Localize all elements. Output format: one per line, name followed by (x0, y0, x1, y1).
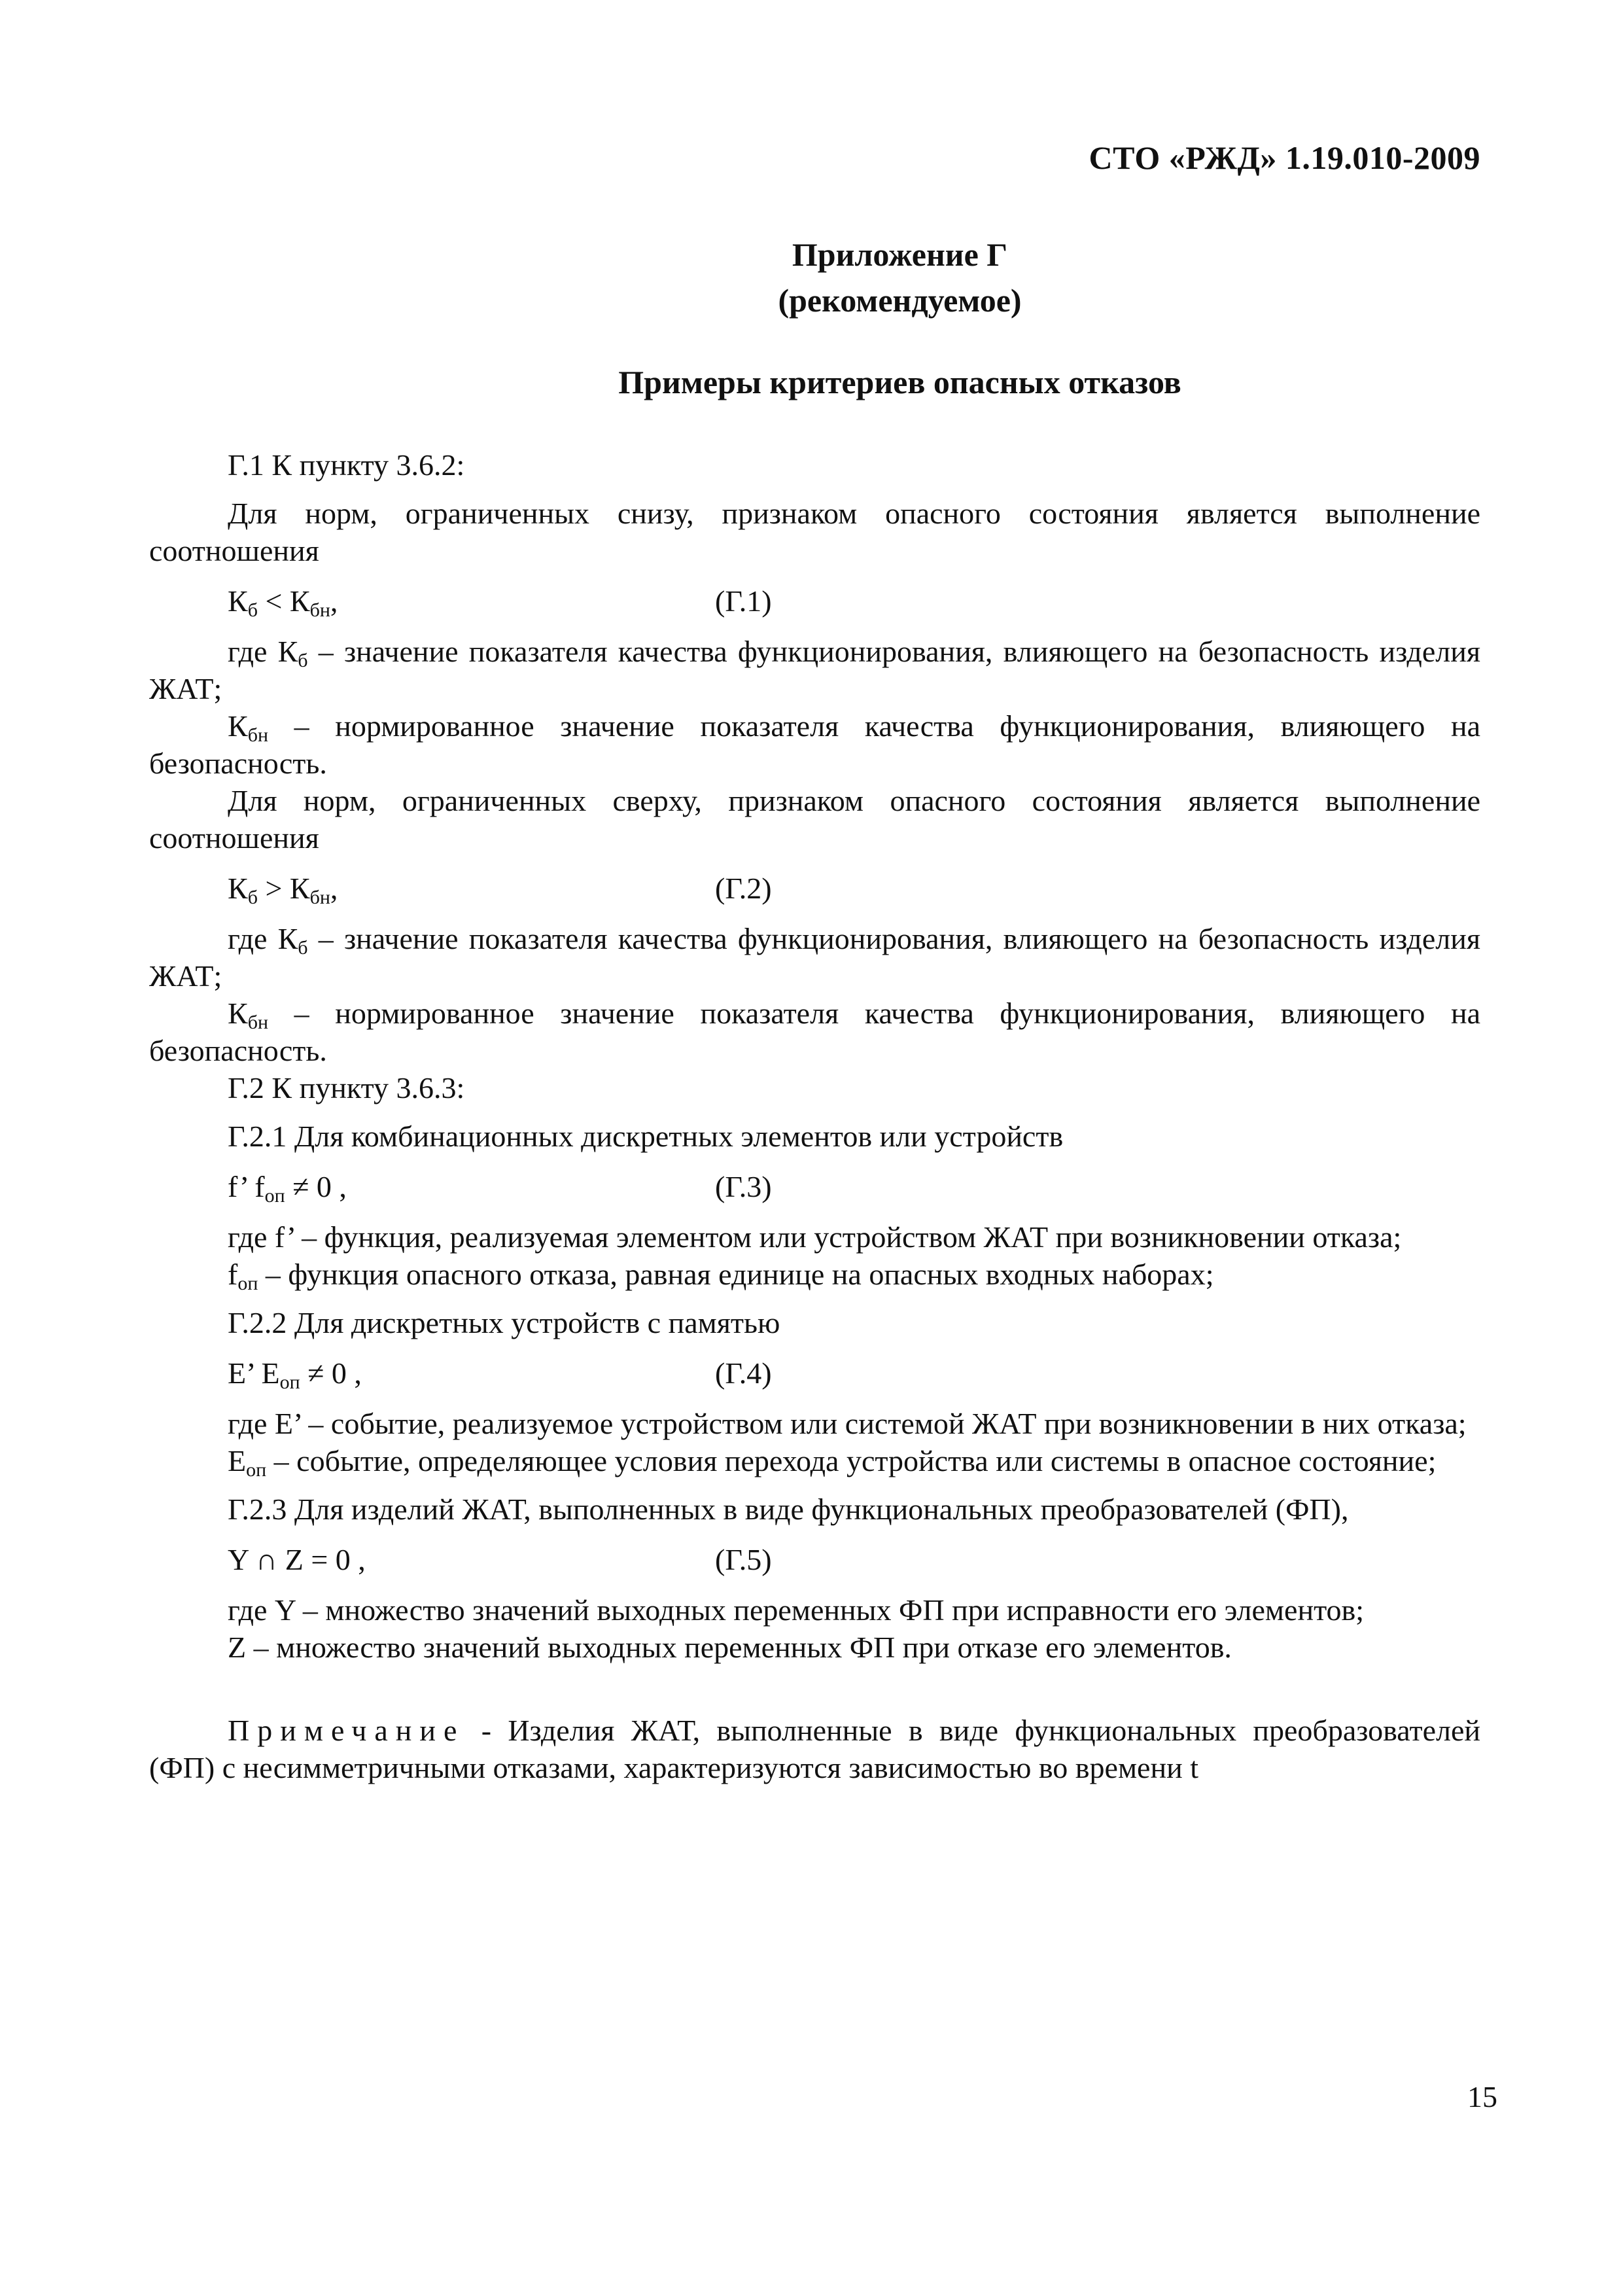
clause-g1-heading: Г.1 К пункту 3.6.2: (228, 448, 465, 482)
formula-g1 (149, 582, 1480, 620)
formula-g5-expression: Y ∩ Z = 0 , (228, 1543, 366, 1576)
paragraph-where-5b: Z – множество значений выходных переменных ФП при отказе его элементов. (228, 1631, 1232, 1664)
page-number: 15 (1467, 2080, 1497, 2113)
appendix-title: Приложение Г (792, 236, 1008, 273)
formula-g4 (149, 1354, 1480, 1392)
formula-g3-expression: f’ $f_{оп} \ne 0$ , (228, 1170, 347, 1207)
document-body (149, 446, 1480, 1786)
section-title: Примеры критериев опасных отказов (618, 364, 1181, 400)
formula-g1-number: (Г.1) (715, 584, 772, 618)
clause-g22: Г.2.2 Для дискретных устройств с памятью (228, 1306, 780, 1339)
formula-g4-number: (Г.4) (715, 1356, 772, 1390)
paragraph-where-2a: где $К_б$ – значение показателя качества функционирования, влияющего на безопасность изделия ЖАТ; (149, 922, 1480, 993)
note-text: - Изделия ЖАТ, выполненные в виде функциональных преобразователей (ФП) с несимметричными отказами, характеризуются зависимостью во времени t (149, 1714, 1480, 1784)
formula-g3 (149, 1168, 1480, 1205)
clause-g2-heading: Г.2 К пункту 3.6.3: (228, 1071, 465, 1104)
formula-g2 (149, 870, 1480, 907)
document-code: СТО «РЖД» 1.19.010-2009 (1089, 139, 1480, 176)
formula-g2-expression: $К_б > К_{бн}$, (228, 872, 338, 908)
paragraph-where-1b: $К_{бн}$ – нормированное значение показателя качества функционирования, влияющего на безопасность. (149, 709, 1480, 780)
paragraph-where-1a: где $К_б$ – значение показателя качества функционирования, влияющего на безопасность изделия ЖАТ; (149, 635, 1480, 705)
formula-g2-number: (Г.2) (715, 872, 772, 905)
paragraph-where-4b: $E_{оп}$ – событие, определяющее условия перехода устройства или системы в опасное состояние; (228, 1444, 1437, 1481)
clause-g23: Г.2.3 Для изделий ЖАТ, выполненных в виде функциональных преобразователей (ФП), (228, 1492, 1349, 1526)
formula-g5-number: (Г.5) (715, 1543, 772, 1576)
paragraph-where-3a: где f’ – функция, реализуемая элементом или устройством ЖАТ при возникновении отказа; (228, 1220, 1402, 1254)
paragraph-where-4a: где E’ – событие, реализуемое устройством или системой ЖАТ при возникновении в них отказа; (228, 1407, 1467, 1440)
formula-g5 (149, 1541, 1480, 1578)
paragraph-where-3b: $f_{оп}$ – функция опасного отказа, равная единице на опасных входных наборах; (228, 1258, 1214, 1294)
paragraph-where-2b: $К_{бн}$ – нормированное значение показателя качества функционирования, влияющего на безопасность. (149, 997, 1480, 1067)
formula-g4-expression: E’ $E_{оп} \ne 0$ , (228, 1356, 362, 1393)
paragraph-lower-bound-intro: Для норм, ограниченных снизу, признаком опасного состояния является выполнение соотношения (149, 497, 1480, 567)
note-label: Примечание (228, 1714, 465, 1747)
appendix-subtitle: (рекомендуемое) (778, 282, 1022, 319)
paragraph-where-5a: где Y – множество значений выходных переменных ФП при исправности его элементов; (228, 1593, 1365, 1627)
formula-g3-number: (Г.3) (715, 1170, 772, 1203)
clause-g21: Г.2.1 Для комбинационных дискретных элементов или устройств (228, 1120, 1064, 1153)
note-paragraph (149, 1712, 1480, 1786)
paragraph-upper-bound-intro: Для норм, ограниченных сверху, признаком опасного состояния является выполнение соотношения (149, 784, 1480, 855)
formula-g1-expression: $К_б < К_{бн}$, (228, 584, 338, 621)
